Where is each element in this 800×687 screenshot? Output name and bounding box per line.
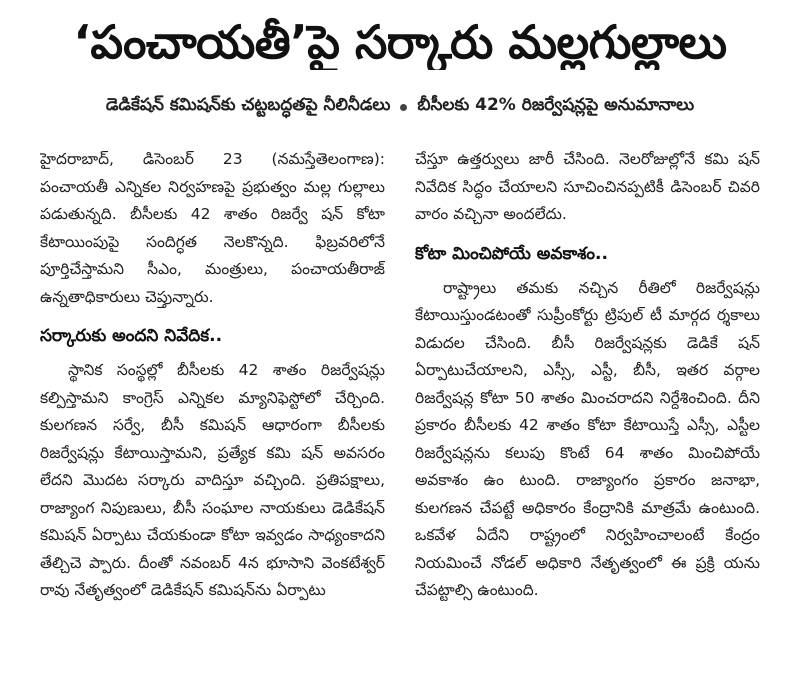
- subhead-quota: కోటా మించిపోయే అవకాశం..: [415, 243, 608, 264]
- headline: ‘పంచాయతీ’పై సర్కారు మల్లగుల్లాలు: [73, 15, 727, 69]
- subhead-report: సర్కారుకు అందని నివేదిక..: [40, 326, 223, 346]
- quota-paragraph: రాష్ట్రాలు తమకు నచ్చిన రీతిలో రిజర్వేషన్లు కేటాయిస్తుండటంతో సుప్రీంకోర్టు ట్రిపుల్ టీ మార్గద ర్శకాలు విడుదల చేసింది. బీసీ రిజర్వేషన్లకు డెడికే షన్ ఏర్పాటుచేయాలని, ఎస్సీ, ఎస్టీ, బీసీ, ఇతర వర్గాల రిజర్వేషన్ల కోటా 50 శాతం మించరాదని నిర్దేశించింది. దీని ప్రకారం బీసీలకు 42 శాతం కోటా కేటాయిస్తే ఎస్సీ, ఎస్టీల రిజర్వేషన్లను కలుపు కొంటే 64 శాతం మించిపోయే అవకాశం ఉం టుంది. రాజ్యాంగం ప్రకారం జనాభా, కులగణన చేపట్టే అధికారం కేంద్రానికి మాత్రమే ఉంటుంది. ఒకవేళ ఏదేని రాష్ట్రంలో నిర్వహించాలంటే కేంద్రం నియమించే నోడల్ అధికారి నేతృత్వంలో ఈ ప్రక్రి యను చేపట్టాల్సి ఉంటుంది.: [415, 278, 760, 599]
- article-columns: [40, 146, 760, 675]
- report-paragraph: స్థానిక సంస్థల్లో బీసీలకు 42 శాతం రిజర్వేషన్లు కల్పిస్తామని కాంగ్రెస్ ఎన్నికల మ్యానిఫెస్టోలో చేర్చింది. కులగణన సర్వే, బీసీ కమిషన్ ఆధారంగా బీసీలకు రిజర్వేషన్లు కేటాయిస్తామని, ప్రత్యేక కమి షన్ అవసరం లేదని మొదట సర్కారు వాదిస్తూ వచ్చింది. ప్రతిపక్షాలు, రాజ్యాంగ నిపుణులు, బీసీ సంఘాల నాయకులు డెడికేషన్ కమిషన్ ఏర్పాటు చేయకుండా కోటా ఇవ్వడం సాధ్యంకాదని తేల్చిచె ప్పారు. దీంతో నవంబర్ 4న భూసాని వెంకటేశ్వర్ రావు నేతృత్వంలో డెడికేషన్ కమిషన్‌ను ఏర్పాటు: [40, 361, 385, 599]
- continuation-paragraph: చేస్తూ ఉత్తర్వులు జారీ చేసింది. నెలరోజుల్లోనే కమి షన్ నివేదిక సిద్ధం చేయాలని సూచించినప్పటికీ డిసెంబర్ చివరి వారం వచ్చినా అందలేదు.: [415, 150, 760, 223]
- deck-line: [22, 92, 778, 122]
- left-column: [40, 146, 385, 675]
- right-column: [415, 146, 760, 675]
- deck-left: డెడికేషన్ కమిషన్‌కు చట్టబద్ధతపై నీలినీడలు: [105, 95, 391, 115]
- deck-right: బీసీలకు 42% రిజర్వేషన్లపై అనుమానాలు: [417, 95, 695, 115]
- intro-paragraph: హైదరాబాద్, డిసెంబర్ 23 (నమస్తేతెలంగాణ): పంచాయతీ ఎన్నికల నిర్వహణపై ప్రభుత్వం మల్ల గుల్లాలు పడుతున్నది. బీసీలకు 42 శాతం రిజర్వే షన్ కోటా కేటాయింపుపై సందిగ్ధత నెలకొన్నది. ఫిబ్రవరిలోనే పూర్తిచేస్తామని సీఎం, మంత్రులు, పంచాయతీరాజ్ ఉన్నతాధికారులు చెప్తున్నారు.: [40, 150, 385, 306]
- bullet-separator: [400, 104, 407, 111]
